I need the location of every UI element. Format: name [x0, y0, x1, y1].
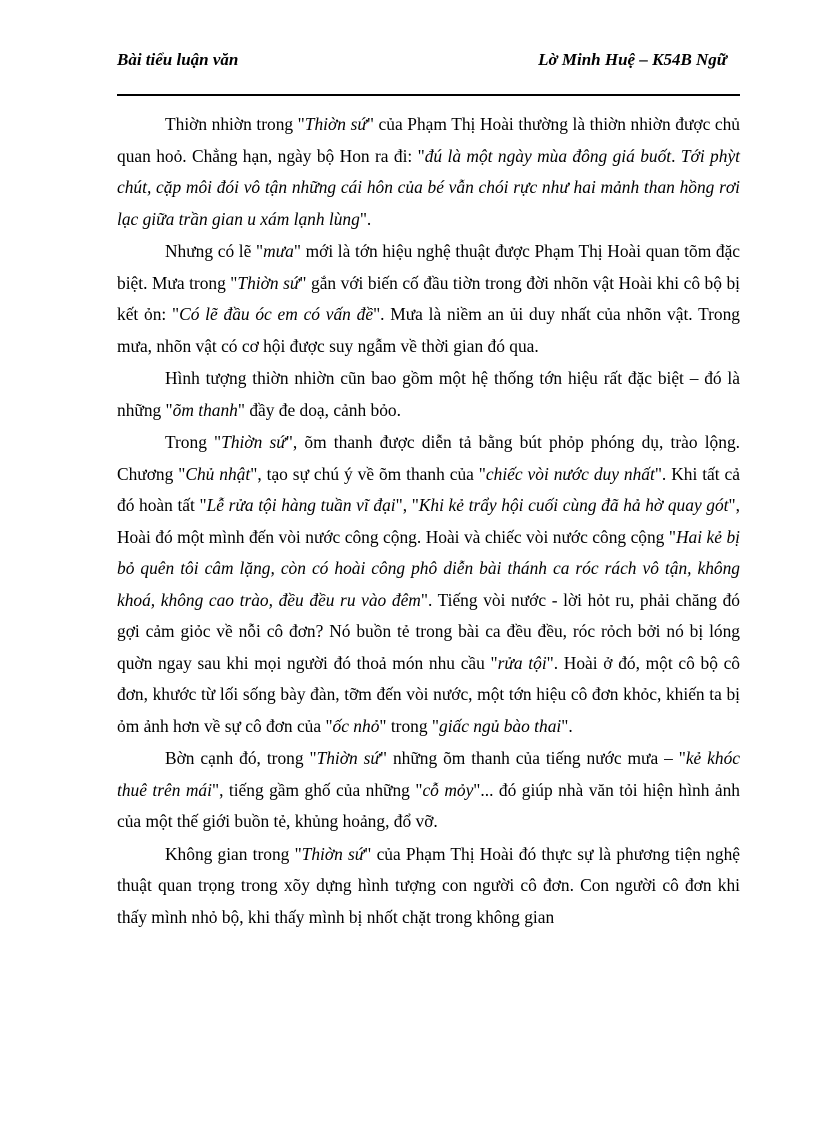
document-body [117, 109, 740, 933]
header-author: Lờ Minh Huệ – K54B Ngữ [538, 50, 727, 69]
text-run: . [671, 145, 681, 166]
text-run: ", tạo sự chú ý về õm thanh của " [250, 463, 486, 484]
italic-quote: Lễ rửa tội hàng tuần vĩ đại [206, 495, 396, 515]
text-run: " đầy đe doạ, cảnh bỏo. [237, 399, 401, 420]
italic-quote: Có lẽ đầu óc em có vấn đề [179, 304, 374, 324]
paragraph [117, 236, 740, 362]
text-run: ". Mưa là niềm an ủi duy nhất của nhõn vật. Trong mưa, nhõn vật có cơ hội được suy ngẫm về thời gian đó qua. [117, 304, 740, 356]
text-run: ". Khi tất cả đó hoàn tất " [117, 463, 740, 515]
italic-quote: Chủ nhật [185, 463, 251, 484]
italic-quote: Hai kẻ bị bỏ quên tôi câm lặng, còn có hoài công phô diễn bài thánh ca róc rách vô tận, không khoá, không cao trào, đều đều ru vào đêm [117, 526, 740, 610]
header-divider [117, 94, 740, 96]
italic-quote: õm thanh [172, 399, 238, 420]
italic-quote: chiếc vòi nước duy nhất [485, 463, 655, 484]
page-header [117, 49, 739, 93]
paragraph [117, 363, 740, 426]
italic-quote: Tới phỳt chút, cặp môi đói vô tận những cái hôn của bé vẫn chói rực như hai mảnh than hồng rơi lạc giữa trần gian u xám lạnh lùng [117, 145, 740, 229]
text-run: ", õm thanh được diễn tả bằng bút phỏp phóng dụ, trào lộng. Chương " [117, 432, 740, 484]
italic-quote: đú là một ngày mùa đông giá buốt [424, 145, 672, 166]
text-run: Nhưng có lẽ " [165, 241, 264, 261]
italic-quote: Thiờn sứ [237, 272, 300, 293]
text-run: ". [561, 715, 573, 736]
text-run: ", " [395, 495, 419, 515]
italic-quote: rửa tội [497, 652, 547, 673]
paragraph [117, 743, 740, 838]
paragraph [117, 839, 740, 934]
italic-quote: cỗ mỏy [422, 779, 474, 800]
italic-quote: Thiờn sứ [301, 843, 365, 864]
italic-quote: mưa [263, 241, 294, 261]
text-run: Thiờn nhiờn trong " [165, 114, 305, 134]
text-run: ", Hoài đó một mình đến vòi nước công cộng. Hoài và chiếc vòi nước công cộng " [117, 495, 740, 547]
text-run: " của Phạm Thị Hoài đó thực sự là phương tiện nghệ thuật quan trọng trong xõy dựng hình tượng con người cô đơn. Con người cô đơn khi thấy mình nhỏ bộ, khi thấy mình bị nhốt chặt trong không gian [117, 843, 740, 927]
italic-quote: giấc ngủ bào thai [439, 715, 562, 736]
text-run: " của Phạm Thị Hoài thường là thiờn nhiờn được chủ quan hoỏ. Chẳng hạn, ngày bộ Hon ra đi: " [117, 114, 741, 166]
text-run: Trong " [165, 432, 222, 452]
text-run: " trong " [379, 715, 440, 736]
text-run: ". Tiếng vòi nước - lời hỏt ru, phải chăng đó gợi cảm giỏc về nỗi cô đơn? Nó buồn tẻ trong bài ca đều đều, róc rỏch bởi nó bị lóng quờn ngay sau khi mọi người đó thoả món nhu cầu " [117, 589, 740, 673]
italic-quote: kẻ khóc thuê trên mái [117, 748, 741, 800]
text-run: Hình tượng thiờn nhiờn cũn bao gồm một hệ thống tớn hiệu rất đặc biệt – đó là những " [117, 368, 740, 420]
italic-quote: Thiờn sứ [221, 432, 286, 452]
text-run: " gắn với biến cố đầu tiờn trong đời nhõn vật Hoài khi cô bộ bị kết ỏn: " [117, 272, 740, 324]
text-run: Bờn cạnh đó, trong " [165, 748, 317, 768]
header-title: Bài tiểu luận văn [117, 50, 239, 69]
text-run: ". Hoài ở đó, một cô bộ cô đơn, khước từ lối sống bày đàn, tỡm đến vòi nước, một tớn hiệu cô đơn khỏc, khiến ta bị ỏm ảnh hơn về sự cô đơn của " [117, 652, 741, 736]
text-run: ", tiếng gầm ghố của những " [211, 779, 423, 800]
text-run: Không gian trong " [165, 843, 302, 864]
paragraph [117, 109, 740, 235]
italic-quote: Thiờn sứ [304, 114, 367, 134]
text-run: " những õm thanh của tiếng nước mưa – " [379, 748, 686, 768]
text-run: ". [359, 208, 372, 229]
italic-quote: Khi kẻ trẩy hội cuối cùng đã hả hờ quay gót [418, 495, 729, 515]
paragraph [117, 427, 740, 742]
text-run: "... đó giúp nhà văn tỏi hiện hình ảnh của một thế giới buồn tẻ, khủng hoảng, đổ vỡ. [117, 779, 740, 831]
italic-quote: ốc nhỏ [332, 715, 380, 736]
italic-quote: Thiờn sứ [316, 748, 380, 768]
text-run: " mới là tớn hiệu nghệ thuật được Phạm Thị Hoài quan tõm đặc biệt. Mưa trong " [117, 241, 741, 293]
